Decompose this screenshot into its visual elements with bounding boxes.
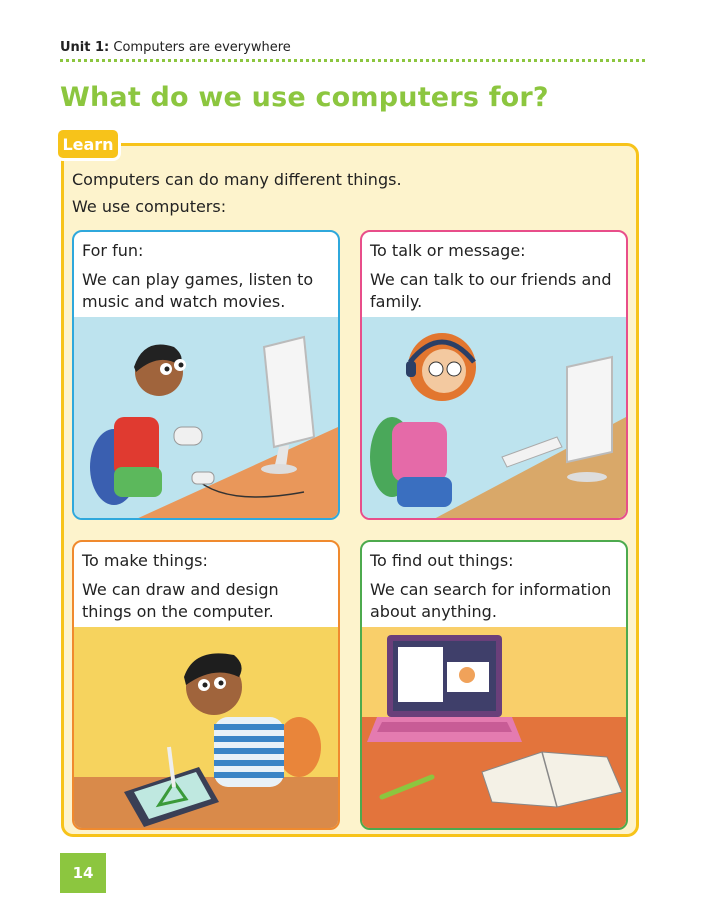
boy-playing-game-illustration [74, 317, 338, 520]
card-to-make [72, 540, 340, 830]
card-to-talk [360, 230, 628, 520]
unit-label: Unit 1: [60, 40, 110, 55]
laptop-and-book-illustration [362, 627, 626, 830]
learn-tab: Learn [55, 127, 121, 161]
card-heading: To find out things: [370, 551, 514, 570]
card-body: We can search for information about anything. [370, 580, 612, 621]
intro-line-1: Computers can do many different things. [72, 170, 402, 189]
card-heading: For fun: [82, 241, 144, 260]
card-heading: To talk or message: [370, 241, 526, 260]
unit-header [60, 40, 291, 55]
card-to-find [360, 540, 628, 830]
unit-title: Computers are everywhere [113, 40, 291, 55]
card-body: We can talk to our friends and family. [370, 270, 612, 311]
card-body: We can play games, listen to music and watch movies. [82, 270, 314, 311]
dotted-divider [60, 59, 645, 62]
card-body: We can draw and design things on the computer. [82, 580, 279, 621]
card-for-fun [72, 230, 340, 520]
intro-line-2: We use computers: [72, 197, 227, 216]
page-number: 14 [60, 853, 106, 893]
boy-drawing-tablet-illustration [74, 627, 338, 830]
page-title: What do we use computers for? [60, 82, 549, 113]
card-heading: To make things: [82, 551, 208, 570]
girl-with-headset-illustration [362, 317, 626, 520]
